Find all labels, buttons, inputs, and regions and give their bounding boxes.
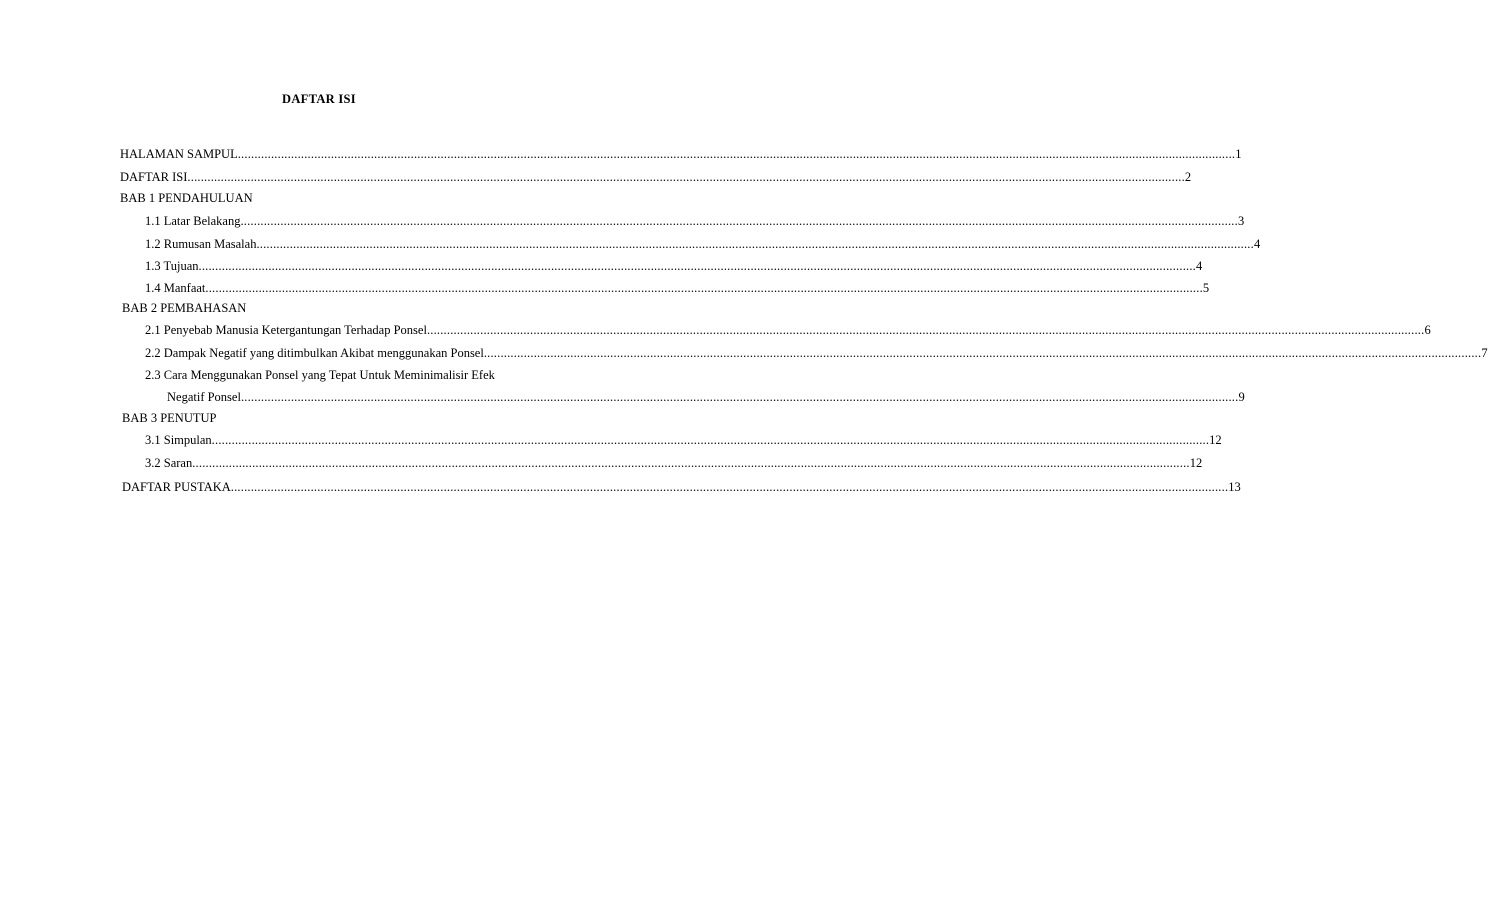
toc-page-number: 3 (1237, 214, 1245, 228)
toc-entry-label: 1.3 Tujuan (145, 259, 199, 273)
toc-entry-label: Negatif Ponsel (167, 390, 241, 404)
toc-page-number: 4 (1196, 259, 1203, 273)
toc-page-number: 1 (1235, 147, 1242, 161)
toc-entry-1-1 (145, 213, 1245, 229)
toc-entry-2-2 (145, 345, 1488, 361)
toc-leader-dots: ............................................................................................................................................................................................................................................................................................................ (230, 480, 1229, 494)
toc-entry-2-3-continued (167, 389, 1245, 405)
toc-page-number: 6 (1424, 323, 1431, 337)
toc-page-number: 9 (1238, 390, 1245, 404)
toc-entry-3-1 (145, 432, 1222, 448)
toc-leader-dots: ............................................................................................................................................................................................................................................................................................................ (256, 237, 1254, 251)
toc-entry-label: 1.2 Rumusan Masalah (145, 237, 257, 251)
toc-entry-label: 2.2 Dampak Negatif yang ditimbulkan Akibat menggunakan Ponsel (145, 346, 484, 360)
toc-leader-dots: ............................................................................................................................................................................................................................................................................................................ (426, 323, 1425, 337)
toc-page-number: 2 (1184, 170, 1192, 184)
toc-entry-label: 1.4 Manfaat (145, 281, 206, 295)
toc-entry-1-3 (145, 258, 1203, 274)
toc-page-number: 13 (1228, 480, 1241, 494)
toc-page-number: 12 (1209, 433, 1222, 447)
toc-page-number: 12 (1189, 456, 1203, 470)
toc-entry-label: 3.2 Saran (145, 456, 193, 470)
toc-entry-halaman-sampul (120, 146, 1242, 162)
toc-leader-dots: ............................................................................................................................................................................................................................................................................................................ (211, 433, 1210, 447)
toc-entry-label: 1.1 Latar Belakang (145, 214, 241, 228)
toc-page-number: 5 (1202, 281, 1210, 295)
toc-entry-1-4 (145, 280, 1210, 296)
toc-entry-label: DAFTAR ISI (120, 170, 188, 184)
toc-page-number: 7 (1481, 346, 1488, 360)
toc-leader-dots: ............................................................................................................................................................................................................................................................................................................ (198, 259, 1196, 273)
toc-entry-1-2 (145, 236, 1261, 252)
toc-entry-label: 2.1 Penyebab Manusia Ketergantungan Terhadap Ponsel (145, 323, 427, 337)
toc-leader-dots: ............................................................................................................................................................................................................................................................................................................ (192, 456, 1190, 470)
toc-leader-dots: ............................................................................................................................................................................................................................................................................................................ (237, 147, 1236, 161)
toc-entry-label: DAFTAR PUSTAKA (122, 480, 231, 494)
toc-entry-2-1 (145, 322, 1431, 338)
toc-leader-dots: ............................................................................................................................................................................................................................................................................................................ (205, 281, 1203, 295)
toc-entry-label: 3.1 Simpulan (145, 433, 212, 447)
toc-chapter-2: BAB 2 PEMBAHASAN (122, 301, 247, 315)
toc-entry-daftar-pustaka (122, 479, 1241, 495)
toc-leader-dots: ............................................................................................................................................................................................................................................................................................................ (240, 214, 1238, 228)
toc-chapter-3: BAB 3 PENUTUP (122, 411, 217, 425)
page-title: DAFTAR ISI (282, 92, 356, 106)
toc-page-number: 4 (1253, 237, 1261, 251)
toc-leader-dots: ............................................................................................................................................................................................................................................................................................................ (187, 170, 1185, 184)
toc-leader-dots: ............................................................................................................................................................................................................................................................................................................ (483, 346, 1482, 360)
toc-leader-dots: ............................................................................................................................................................................................................................................................................................................ (240, 390, 1239, 404)
toc-chapter-1: BAB 1 PENDAHULUAN (120, 191, 253, 205)
toc-entry-label: HALAMAN SAMPUL (120, 147, 238, 161)
toc-entry-3-2 (145, 455, 1203, 471)
toc-entry-2-3: 2.3 Cara Menggunakan Ponsel yang Tepat Untuk Meminimalisir Efek (145, 368, 495, 382)
toc-entry-daftar-isi (120, 169, 1192, 185)
